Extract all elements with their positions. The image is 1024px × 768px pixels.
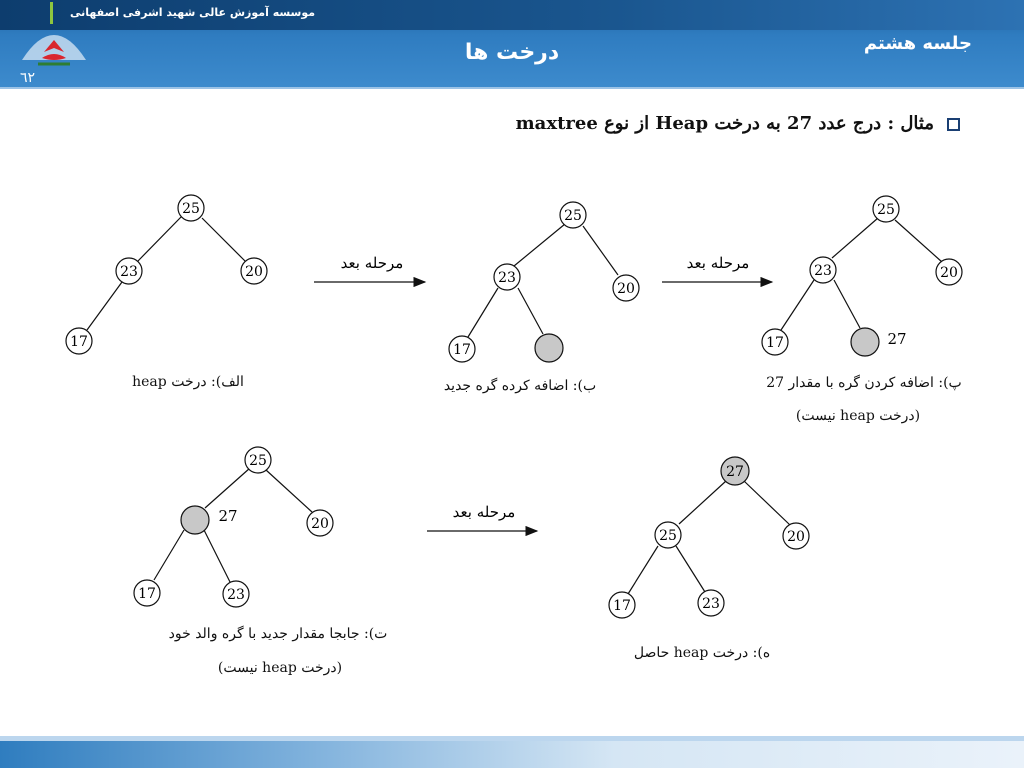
tree-c-node-20-label: 20	[940, 265, 958, 281]
caption-d-line2: (درخت heap نیست)	[217, 660, 343, 676]
arrow-label-3: مرحله بعد	[452, 503, 516, 521]
tree-a-node-25-label: 25	[182, 201, 200, 217]
caption-e: ه): درخت heap حاصل	[633, 645, 771, 661]
tree-b-node-25-label: 25	[564, 208, 582, 224]
arrow-label-2: مرحله بعد	[686, 254, 750, 272]
tree-b-node-17-label: 17	[453, 342, 471, 358]
caption-a: الف): درخت heap	[132, 374, 244, 390]
tree-c	[762, 196, 962, 356]
arrow-label-1: مرحله بعد	[340, 254, 404, 272]
tree-c-node-25-label: 25	[877, 202, 895, 218]
tree-d-node-23-label: 23	[227, 587, 245, 603]
tree-d-new-node	[181, 506, 209, 534]
caption-c-line1: پ): اضافه کردن گره با مقدار 27	[766, 375, 962, 391]
example-heading: مثال : درج عدد 27 به درخت Heap از نوع maxtree	[515, 113, 934, 134]
slide-footer	[0, 736, 1024, 768]
tree-e-node-20-label: 20	[787, 529, 805, 545]
page-title: درخت ها	[464, 40, 560, 65]
tree-c-node-23-label: 23	[814, 263, 832, 279]
caption-d-line1: ت): جابجا مقدار جدید با گره والد خود	[168, 626, 388, 642]
tree-d-node-17-label: 17	[138, 586, 156, 602]
tree-a-node-17-label: 17	[70, 334, 88, 350]
tree-d-node-25-label: 25	[249, 453, 267, 469]
step-arrows	[314, 282, 772, 531]
tree-c-node-17-label: 17	[766, 335, 784, 351]
tree-e-node-27-label: 27	[726, 464, 744, 480]
tree-b-node-23-label: 23	[498, 270, 516, 286]
tree-d-node-20-label: 20	[311, 516, 329, 532]
tree-e-node-25-label: 25	[659, 528, 677, 544]
caption-c-line2: (درخت heap نیست)	[795, 408, 921, 424]
tree-e-node-23-label: 23	[702, 596, 720, 612]
institute-name: موسسه آموزش عالی شهید اشرفی اصفهانی	[70, 6, 316, 19]
tree-b-new-node	[535, 334, 563, 362]
session-label: جلسه هشتم	[863, 33, 972, 54]
tree-a	[66, 195, 267, 354]
tree-e	[609, 457, 809, 618]
caption-b: ب): اضافه کرده گره جدید	[443, 378, 597, 394]
tree-b-node-20-label: 20	[617, 281, 635, 297]
tree-b	[449, 202, 639, 362]
tree-c-new-node	[851, 328, 879, 356]
svg-text:٦٢: ٦٢	[20, 70, 36, 86]
tree-a-node-20-label: 20	[245, 264, 263, 280]
tree-e-node-17-label: 17	[613, 598, 631, 614]
tree-a-node-23-label: 23	[120, 264, 138, 280]
tree-d	[134, 447, 333, 607]
tree-c-new-value: 27	[887, 330, 907, 348]
tree-d-new-value: 27	[218, 507, 238, 525]
captions	[132, 374, 962, 676]
